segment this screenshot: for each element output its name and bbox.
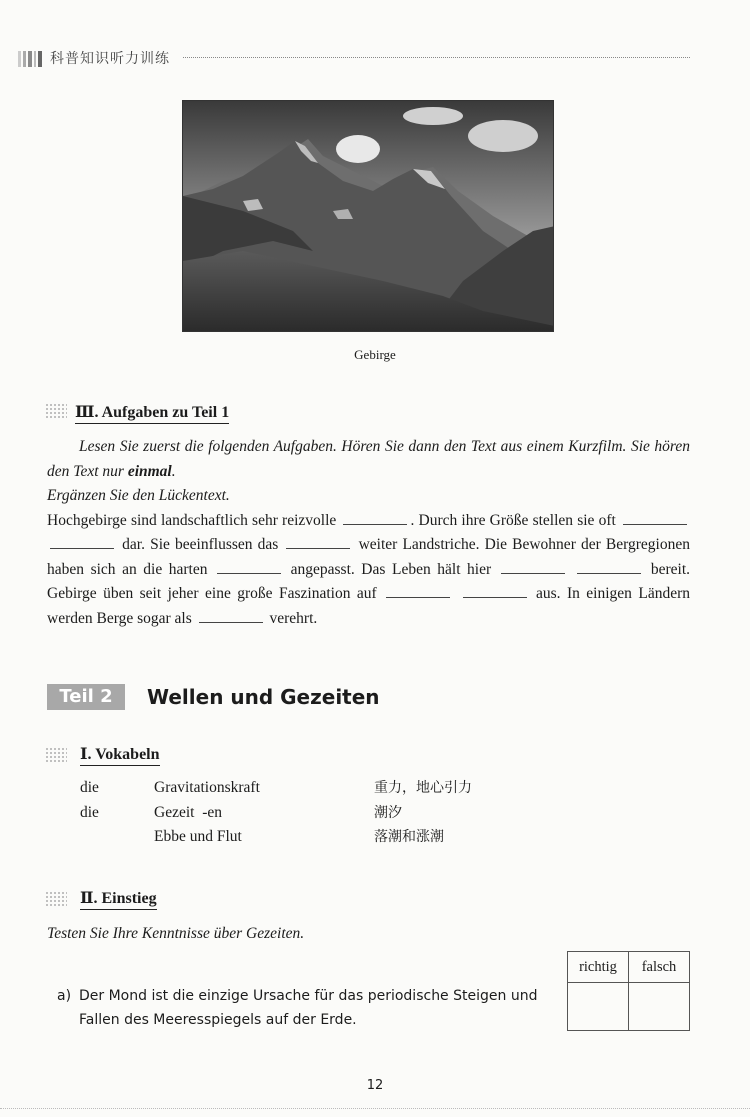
header-decoration [18,51,42,67]
mountain-photo [182,100,554,332]
vocab-word: Gravitationskraft [154,779,260,796]
vocab-word: Ebbe und Flut [154,828,242,845]
col-richtig: richtig [568,952,629,983]
gap-field[interactable] [343,512,407,525]
instruction-text: Lesen Sie zuerst die folgenden Aufgaben. Hören Sie dann den Text aus einem Kurzfilm. Sie hören den Text nur [47,438,690,480]
vocab-translation: 潮汐 [374,804,402,821]
section-dots-icon [45,747,67,763]
gap-field[interactable] [577,561,641,574]
gap-field[interactable] [623,512,687,525]
vocab-translation: 落潮和涨潮 [374,829,444,845]
vocab-word: Gezeit -en [154,803,222,821]
instruction-luckentext: Ergänzen Sie den Lückentext. [47,487,230,504]
answer-cell-falsch[interactable] [629,983,690,1031]
question-text: Der Mond ist die einzige Ursache für das periodische Steigen und Fallen des Meeresspiegels auf der Erde. [79,988,538,1028]
gap-field[interactable] [217,561,281,574]
einstieg-instruction: Testen Sie Ihre Kenntnisse über Gezeiten. [47,925,305,942]
section-dots-icon [45,891,67,907]
bottom-rule [0,1108,750,1109]
gap-field[interactable] [286,536,350,549]
question-label: a) [57,988,72,1004]
gap-field[interactable] [463,585,527,598]
section-title-einstieg: Ⅱ. Einstieg [80,888,157,910]
teil-title: Wellen und Gezeiten [147,685,380,709]
luckentext: Hochgebirge sind landschaftlich sehr reizvolle . Durch ihre Größe stellen sie oft dar. Sie beeinflussen das weiter Landstriche. Die Bewohner der Bergregionen haben sich an die harten angepasst. Das Leben hält hier bereit. Gebirge üben seit jeher eine große Faszination auf aus. In einigen Ländern werden Berge sogar als verehrt. [47,511,690,627]
vocab-article: die [80,779,99,796]
section-title-aufgaben: Ⅲ. Aufgaben zu Teil 1 [75,402,229,424]
teil-badge: Teil 2 [47,684,125,710]
gap-field[interactable] [386,585,450,598]
photo-caption: Gebirge [354,347,396,362]
header-title: 科普知识听力训练 [50,51,170,67]
vocab-article: die [80,803,99,821]
answer-cell-richtig[interactable] [568,983,629,1031]
gap-field[interactable] [501,561,565,574]
section-title-vokabeln: Ⅰ. Vokabeln [80,744,160,766]
gap-field[interactable] [50,536,114,549]
section-dots-icon [45,403,67,419]
header-rule [183,57,690,58]
col-falsch: falsch [629,952,690,983]
vocab-translation: 重力，地心引力 [374,780,472,796]
answer-table [567,951,690,1031]
instruction-emphasis: einmal [127,462,172,480]
aufgaben-instructions: Lesen Sie zuerst die folgenden Aufgaben. Hören Sie dann den Text aus einem Kurzfilm. Sie hören den Text nur einmal. Ergänzen Sie den Lückentext. Hochgebirge sind landschaftlich sehr reizvolle . Durch ihre Größe stellen sie oft dar. Sie beeinflussen das weiter Landstriche. Die Bewohner der Bergregionen haben sich an die harten angepasst. Das Leben hält hier bereit. Gebirge üben seit jeher eine große Faszination auf aus. In einigen Ländern werden Berge sogar als verehrt. [47,435,690,631]
gap-field[interactable] [199,610,263,623]
page-number: 12 [366,1078,384,1093]
question-a [57,984,562,1032]
